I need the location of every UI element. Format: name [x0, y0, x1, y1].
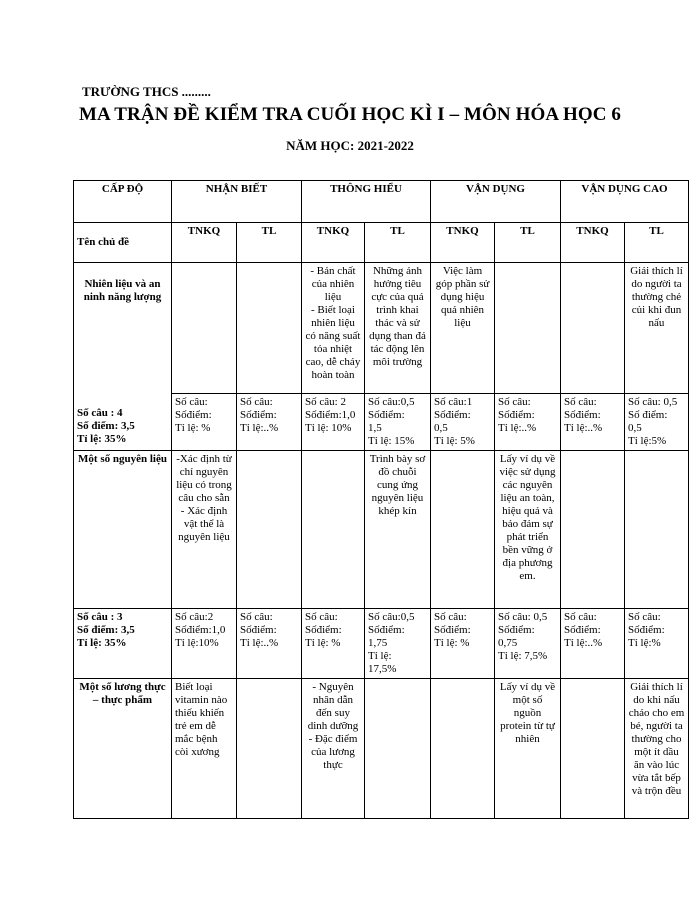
stats-cell: Số câu: Sốđiểm: Tỉ lệ:..% [237, 394, 302, 451]
cap-do-label: CẤP ĐỘ [74, 181, 172, 223]
content-cell: - Bản chất của nhiên liệu - Biết loại nhiên liệu có năng suất tỏa nhiệt cao, dễ cháy hoàn toàn [302, 263, 365, 394]
topic-summary: Số câu : 4 Số điểm: 3,5 Tỉ lệ: 35% [77, 407, 135, 445]
content-cell: Giải thích lí do khi nấu cháo cho em bé, người ta thường cho một ít dầu ăn vào lúc vừa tắt bếp và trộn đều [625, 679, 689, 819]
sub-tnkq: TNKQ [431, 223, 495, 263]
exam-matrix-table [73, 180, 689, 819]
document-title: MA TRẬN ĐỀ KIỂM TRA CUỐI HỌC KÌ I – MÔN HÓA HỌC 6 [78, 104, 622, 125]
content-cell [237, 679, 302, 819]
sub-tl: TL [365, 223, 431, 263]
school-name: TRƯỜNG THCS ......... [82, 84, 211, 99]
stats-cell: Số câu: Sốđiểm: Tỉ lệ: % [431, 609, 495, 679]
level-nhan-biet: NHẬN BIẾT [172, 181, 302, 223]
topic-name: Một số nguyên liệu [74, 451, 172, 609]
content-cell [302, 451, 365, 609]
stats-cell: Số câu: Sốđiểm: Tỉ lệ: % [172, 394, 237, 451]
topic-row [74, 451, 689, 609]
stats-cell: Số câu: Sốđiểm: Tỉ lệ:..% [561, 609, 625, 679]
content-cell: Trình bày sơ đồ chuỗi cung ứng nguyên liệu khép kín [365, 451, 431, 609]
stats-cell: Số câu: 2 Sốđiểm:1,0 Tỉ lệ: 10% [302, 394, 365, 451]
level-van-dung-cao: VẬN DỤNG CAO [561, 181, 689, 223]
stats-cell: Số câu: Sốđiểm: Tỉ lệ: % [302, 609, 365, 679]
sub-tl: TL [237, 223, 302, 263]
content-cell [172, 263, 237, 394]
content-cell [561, 679, 625, 819]
sub-tnkq: TNKQ [172, 223, 237, 263]
topic-summary: Số câu : 3 Số điểm: 3,5 Tỉ lệ: 35% [74, 609, 172, 679]
stats-cell: Số câu:0,5 Sốđiểm: 1,75 Tỉ lệ: 17,5% [365, 609, 431, 679]
content-cell: Việc làm góp phần sử dụng hiệu quả nhiên liệu [431, 263, 495, 394]
topic-row [74, 679, 689, 819]
stats-cell: Số câu:0,5 Sốđiểm: 1,5 Tỉ lệ: 15% [365, 394, 431, 451]
stats-cell: Số câu: Sốđiểm: Tỉ lệ:..% [495, 394, 561, 451]
stats-cell: Số câu: Sốđiểm: Tỉ lệ:% [625, 609, 689, 679]
content-cell [237, 263, 302, 394]
level-thong-hieu: THÔNG HIỂU [302, 181, 431, 223]
content-cell: -Xác định từ chỉ nguyên liệu có trong câu cho sẵn - Xác định vật thể là nguyên liệu [172, 451, 237, 609]
ten-chu-de-label: Tên chủ đề [74, 223, 172, 263]
content-cell [431, 451, 495, 609]
content-cell: Lấy ví dụ về việc sử dụng các nguyên liệu an toàn, hiệu quả và bảo đảm sự phát triển bền vững ở địa phương em. [495, 451, 561, 609]
topic-name: Một số lương thực – thực phẩm [74, 679, 172, 819]
topic-name: Nhiên liệu và an ninh năng lượng [83, 278, 162, 303]
content-cell [495, 263, 561, 394]
topic-name-cell [74, 263, 172, 451]
stats-cell: Số câu:2 Sốđiểm:1,0 Tỉ lệ:10% [172, 609, 237, 679]
content-cell: Những ảnh hưởng tiêu cực của quá trình khai thác và sử dụng than đá tác động lên môi trường [365, 263, 431, 394]
sub-tl: TL [625, 223, 689, 263]
content-cell [431, 679, 495, 819]
level-van-dung: VẬN DỤNG [431, 181, 561, 223]
content-cell [561, 451, 625, 609]
topic-row [74, 263, 689, 394]
content-cell: Biết loại vitamin nào thiếu khiến trẻ em dễ mắc bệnh còi xương [172, 679, 237, 819]
stats-cell: Số câu: Sốđiểm: Tỉ lệ:..% [561, 394, 625, 451]
stats-cell: Số câu: 0,5 Số điểm: 0,5 Tỉ lệ:5% [625, 394, 689, 451]
content-cell: Giải thích lí do người ta thường chẻ củi khi đun nấu [625, 263, 689, 394]
content-cell [561, 263, 625, 394]
content-cell [365, 679, 431, 819]
sub-tl: TL [495, 223, 561, 263]
school-year: NĂM HỌC: 2021-2022 [286, 138, 414, 153]
stats-cell: Số câu:1 Sốđiểm: 0,5 Tỉ lệ: 5% [431, 394, 495, 451]
content-cell [237, 451, 302, 609]
sub-tnkq: TNKQ [561, 223, 625, 263]
stats-cell: Số câu: 0,5 Sốđiểm: 0,75 Tỉ lệ: 7,5% [495, 609, 561, 679]
content-cell [625, 451, 689, 609]
content-cell: - Nguyên nhân dẫn đến suy dinh dưỡng - Đặc điểm của lương thực [302, 679, 365, 819]
header-sub-row [74, 223, 689, 263]
stats-row [74, 609, 689, 679]
content-cell: Lấy ví dụ về một số nguồn protein từ tự nhiên [495, 679, 561, 819]
stats-cell: Số câu: Sốđiểm: Tỉ lệ:..% [237, 609, 302, 679]
header-level-row [74, 181, 689, 223]
sub-tnkq: TNKQ [302, 223, 365, 263]
